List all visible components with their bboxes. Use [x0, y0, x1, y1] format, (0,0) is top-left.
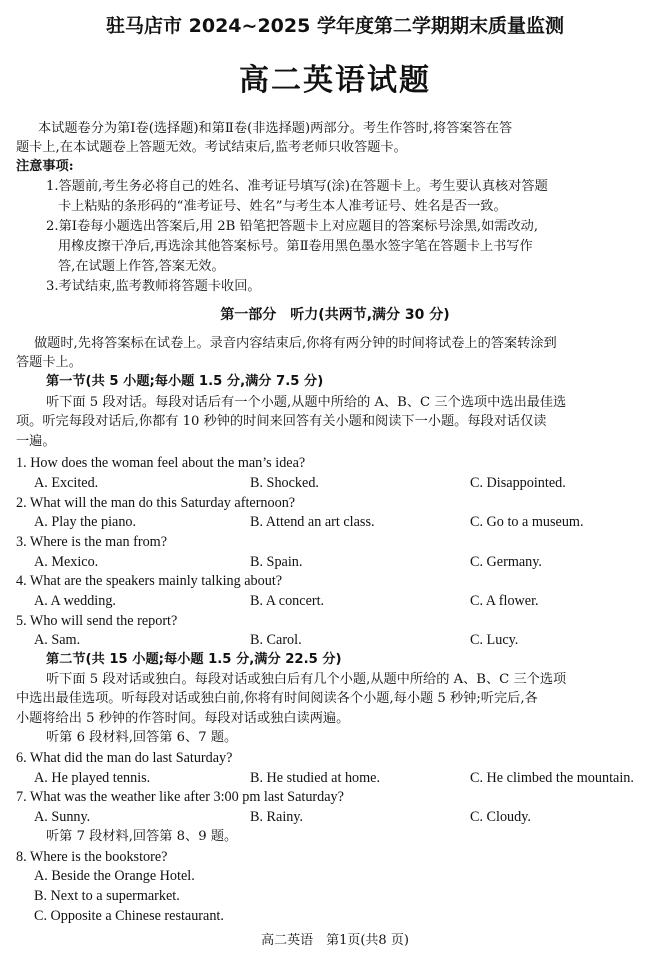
- note-3: 3.考试结束,监考教师将答题卡收回。: [46, 279, 261, 294]
- section1-instruction-line-1: 听下面 5 段对话。每段对话后有一个小题,从题中所给的 A、B、C 三个选项中选出最佳选: [46, 395, 567, 410]
- note-2-line-3: 答,在试题上作答,答案无效。: [58, 259, 225, 274]
- question-5-option-c: C. Lucy.: [470, 632, 519, 648]
- question-7-option-a: A. Sunny.: [34, 809, 91, 825]
- subject-title: 高二英语试题: [239, 63, 431, 98]
- section1-instruction-line-3: 一遍。: [16, 434, 56, 449]
- page-footer: 高二英语 第1页(共8 页): [261, 933, 409, 948]
- question-6-option-a: A. He played tennis.: [34, 770, 151, 786]
- section1-title: 第一节(共 5 小题;每小题 1.5 分,满分 7.5 分): [46, 374, 324, 389]
- question-1-option-a: A. Excited.: [34, 475, 99, 491]
- part1-instruction-line-2: 答题卡上。: [16, 355, 82, 370]
- question-8-option-c: C. Opposite a Chinese restaurant.: [34, 908, 224, 924]
- question-3-option-c: C. Germany.: [470, 554, 542, 570]
- question-8-option-b: B. Next to a supermarket.: [34, 888, 180, 904]
- intro-line-1: 本试题卷分为第Ⅰ卷(选择题)和第Ⅱ卷(非选择题)两部分。考生作答时,将答案答在答: [38, 121, 513, 136]
- question-3-option-b: B. Spain.: [250, 554, 303, 570]
- part1-instruction-line-1: 做题时,先将答案标在试卷上。录音内容结束后,你将有两分钟的时间将试卷上的答案转涂到: [34, 336, 557, 351]
- question-3: 3. Where is the man from?: [16, 534, 168, 550]
- question-1-option-c: C. Disappointed.: [470, 475, 566, 491]
- material-7-instruction: 听第 7 段材料,回答第 8、9 题。: [46, 829, 238, 844]
- note-2-line-1: 2.第Ⅰ卷每小题选出答案后,用 2B 铅笔把答题卡上对应题目的答案标号涂黑,如需改动,: [46, 219, 539, 234]
- material-6-instruction: 听第 6 段材料,回答第 6、7 题。: [46, 730, 238, 745]
- question-2-option-a: A. Play the piano.: [34, 514, 137, 530]
- note-2-line-2: 用橡皮擦干净后,再选涂其他答案标号。第Ⅱ卷用黑色墨水签字笔在答题卡上书写作: [58, 239, 533, 254]
- exam-title: 驻马店市 2024~2025 学年度第二学期期末质量监测: [106, 15, 564, 37]
- notes-heading: 注意事项:: [16, 159, 74, 174]
- section2-instruction-line-2: 中选出最佳选项。听每段对话或独白前,你将有时间阅读各个小题,每小题 5 秒钟;听完后,各: [16, 691, 538, 706]
- question-5: 5. Who will send the report?: [16, 613, 178, 629]
- question-6: 6. What did the man do last Saturday?: [16, 750, 233, 766]
- question-6-option-c: C. He climbed the mountain.: [470, 770, 634, 786]
- intro-line-2: 题卡上,在本试题卷上答题无效。考试结束后,监考老师只收答题卡。: [16, 140, 407, 155]
- question-4-option-b: B. A concert.: [250, 593, 325, 609]
- section2-title: 第二节(共 15 小题;每小题 1.5 分,满分 22.5 分): [46, 652, 342, 667]
- section2-instruction-line-1: 听下面 5 段对话或独白。每段对话或独白后有几个小题,从题中所给的 A、B、C 三个选项: [46, 672, 567, 687]
- part1-title: 第一部分 听力(共两节,满分 30 分): [220, 307, 450, 323]
- question-4-option-c: C. A flower.: [470, 593, 539, 609]
- question-2-option-c: C. Go to a museum.: [470, 514, 584, 530]
- question-3-option-a: A. Mexico.: [34, 554, 99, 570]
- question-1-option-b: B. Shocked.: [250, 475, 319, 491]
- question-8-option-a: A. Beside the Orange Hotel.: [34, 868, 195, 884]
- question-6-option-b: B. He studied at home.: [250, 770, 381, 786]
- question-8: 8. Where is the bookstore?: [16, 849, 168, 865]
- question-5-option-b: B. Carol.: [250, 632, 302, 648]
- question-4: 4. What are the speakers mainly talking about?: [16, 573, 283, 589]
- question-4-option-a: A. A wedding.: [34, 593, 116, 609]
- question-5-option-a: A. Sam.: [34, 632, 81, 648]
- section1-instruction-line-2: 项。听完每段对话后,你都有 10 秒钟的时间来回答有关小题和阅读下一小题。每段对话仅读: [16, 414, 547, 429]
- note-1-line-2: 卡上粘贴的条形码的“准考证号、姓名”与考生本人准考证号、姓名是否一致。: [58, 199, 507, 214]
- question-7: 7. What was the weather like after 3:00 pm last Saturday?: [16, 789, 344, 805]
- question-7-option-c: C. Cloudy.: [470, 809, 531, 825]
- note-1-line-1: 1.答题前,考生务必将自己的姓名、准考证号填写(涂)在答题卡上。考生要认真核对答题: [46, 179, 548, 194]
- question-2-option-b: B. Attend an art class.: [250, 514, 375, 530]
- section2-instruction-line-3: 小题将给出 5 秒钟的作答时间。每段对话或独白读两遍。: [16, 711, 350, 726]
- question-2: 2. What will the man do this Saturday afternoon?: [16, 495, 296, 511]
- question-7-option-b: B. Rainy.: [250, 809, 304, 825]
- question-1: 1. How does the woman feel about the man’s idea?: [16, 455, 306, 471]
